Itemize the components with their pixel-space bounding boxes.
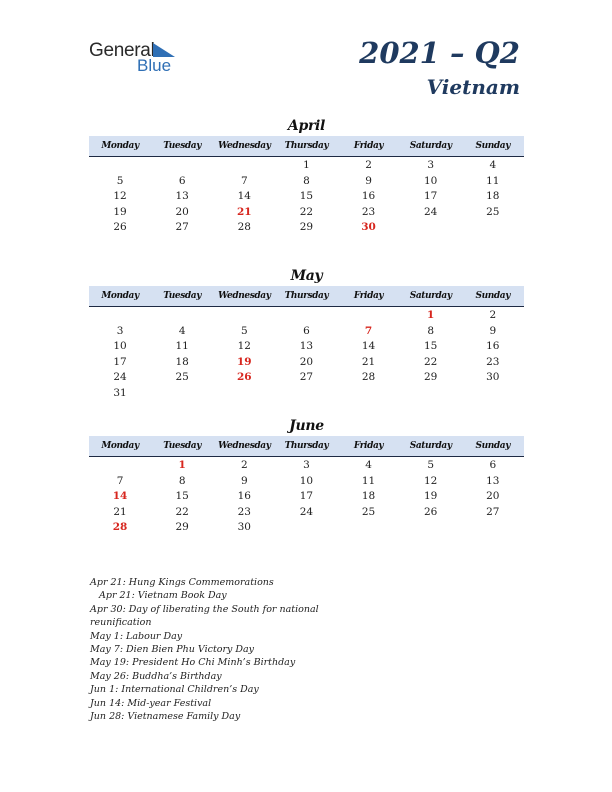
day-cell: 16	[361, 190, 376, 202]
day-cell: 7	[240, 174, 248, 187]
month-june	[89, 416, 524, 536]
day-cell	[400, 386, 462, 402]
day-cell: 6	[303, 324, 310, 337]
month-title: April	[287, 118, 326, 134]
day-cell: 31	[113, 386, 127, 399]
day-cell: 21	[361, 355, 376, 368]
day-cell	[213, 386, 275, 402]
day-cell: 3	[427, 159, 435, 171]
week-row	[89, 370, 524, 386]
week-row	[89, 158, 524, 174]
holiday-note: Jun 28: Vietnamese Family Day	[90, 711, 241, 723]
day-cell: 20	[299, 355, 314, 368]
day-cell: 16	[486, 340, 500, 352]
day-cell: 10	[113, 340, 127, 352]
holiday-note: Apr 21: Hung Kings Commemorations	[90, 577, 274, 588]
holiday-note: May 19: President Ho Chi Minh’s Birthday	[90, 657, 296, 669]
month-may	[89, 266, 524, 401]
day-cell: 9	[240, 474, 248, 487]
day-cell: 13	[175, 190, 189, 202]
day-cell: 22	[175, 505, 189, 518]
day-cell: 2	[489, 309, 497, 321]
weekday-label: Sunday	[475, 291, 511, 301]
day-cell: 23	[361, 205, 376, 218]
week-row	[89, 489, 524, 505]
holiday-day-cell: 30	[361, 221, 376, 233]
week-row	[89, 324, 524, 340]
weekday-label: Tuesday	[163, 441, 202, 451]
weekday-label: Friday	[353, 291, 384, 301]
day-cell: 9	[489, 324, 497, 337]
day-cell: 13	[486, 474, 500, 487]
weekday-label: Thursday	[284, 141, 329, 151]
country-name: Vietnam	[426, 75, 520, 99]
day-cell	[338, 520, 400, 536]
day-cell	[151, 308, 213, 324]
day-cell: 23	[486, 355, 500, 368]
day-cell: 12	[424, 474, 438, 487]
holiday-day-cell: 1	[178, 459, 186, 471]
day-cell: 17	[113, 355, 127, 368]
weekday-header	[89, 286, 524, 307]
day-cell: 17	[424, 190, 438, 202]
day-cell: 20	[175, 205, 189, 218]
weekday-label: Tuesday	[163, 141, 202, 151]
day-cell	[275, 520, 337, 536]
day-cell	[275, 386, 337, 402]
day-cell: 14	[237, 190, 251, 202]
day-cell: 27	[486, 505, 500, 518]
weekday-label: Thursday	[284, 441, 329, 451]
week-row	[89, 474, 524, 490]
day-cell: 19	[113, 205, 127, 218]
day-cell: 15	[175, 490, 189, 502]
day-cell: 8	[427, 324, 435, 337]
day-cell: 9	[365, 174, 372, 187]
day-cell: 5	[240, 324, 248, 337]
day-cell: 15	[299, 190, 314, 202]
day-cell: 8	[303, 174, 310, 187]
day-cell: 18	[361, 490, 376, 502]
holiday-day-cell: 1	[427, 309, 435, 321]
day-cell: 10	[299, 474, 314, 487]
day-cell	[338, 308, 400, 324]
weekday-label: Monday	[101, 291, 139, 301]
day-cell: 11	[486, 174, 500, 187]
day-cell: 7	[116, 474, 124, 487]
week-row	[89, 520, 524, 536]
day-cell	[400, 520, 462, 536]
day-cell: 11	[175, 340, 189, 352]
day-cell: 4	[489, 159, 497, 171]
day-cell: 24	[113, 371, 127, 383]
day-cell: 29	[175, 521, 189, 533]
holiday-note: May 26: Buddha’s Birthday	[90, 670, 222, 682]
day-cell: 3	[303, 459, 310, 471]
day-cell: 27	[175, 221, 189, 233]
day-cell: 2	[365, 159, 372, 171]
day-cell: 29	[299, 221, 314, 233]
day-cell: 25	[486, 205, 500, 218]
week-row	[89, 458, 524, 474]
day-cell: 4	[365, 459, 372, 471]
day-cell: 26	[113, 221, 127, 233]
week-row	[89, 308, 524, 324]
month-title: May	[290, 268, 323, 284]
weekday-label: Monday	[101, 441, 139, 451]
week-row	[89, 339, 524, 355]
weekday-label: Saturday	[409, 141, 452, 151]
logo-general-text: General	[89, 40, 155, 61]
day-cell: 5	[116, 174, 124, 187]
week-row	[89, 386, 524, 402]
day-cell: 30	[486, 371, 500, 383]
holiday-day-cell: 21	[237, 205, 252, 218]
day-cell: 10	[424, 174, 438, 187]
logo-blue-text: Blue	[137, 56, 172, 75]
day-cell	[89, 158, 151, 174]
logo	[89, 40, 189, 76]
day-cell: 8	[178, 474, 186, 487]
holiday-day-cell: 19	[237, 355, 252, 368]
holiday-note: Jun 14: Mid-year Festival	[90, 697, 212, 709]
day-cell	[275, 308, 337, 324]
weekday-header	[89, 136, 524, 157]
day-cell: 26	[424, 505, 438, 518]
holiday-note: May 1: Labour Day	[90, 630, 183, 642]
day-cell: 28	[237, 221, 251, 233]
day-cell: 25	[361, 505, 376, 518]
weekday-label: Saturday	[409, 291, 452, 301]
weekday-label: Wednesday	[218, 441, 271, 451]
day-cell: 29	[424, 371, 438, 383]
day-cell: 16	[237, 490, 251, 502]
day-cell: 15	[424, 340, 438, 352]
page-title: 2021 – Q2	[359, 36, 520, 70]
day-cell: 6	[178, 174, 186, 187]
week-row	[89, 189, 524, 205]
week-row	[89, 174, 524, 190]
day-cell: 22	[299, 205, 314, 218]
month-april	[89, 116, 524, 236]
day-cell: 22	[424, 355, 438, 368]
day-cell	[151, 386, 213, 402]
day-cell: 28	[361, 371, 376, 383]
day-cell: 4	[178, 324, 186, 337]
day-cell	[213, 158, 275, 174]
weekday-label: Saturday	[409, 441, 452, 451]
day-cell	[213, 308, 275, 324]
holiday-day-cell: 14	[112, 490, 128, 502]
day-cell: 30	[237, 521, 251, 533]
week-row	[89, 355, 524, 371]
day-cell: 21	[113, 505, 127, 518]
day-cell: 14	[361, 340, 376, 352]
holiday-note: May 7: Dien Bien Phu Victory Day	[90, 644, 255, 656]
day-cell	[400, 220, 462, 236]
holiday-note: reunification	[90, 617, 152, 629]
day-cell: 24	[424, 205, 438, 218]
logo-flag-icon	[153, 43, 175, 57]
day-cell: 24	[299, 505, 314, 518]
day-cell	[462, 220, 524, 236]
holiday-note: Jun 1: International Children’s Day	[90, 684, 259, 696]
day-cell: 5	[427, 459, 435, 471]
holiday-notes	[90, 576, 350, 723]
month-title: June	[289, 418, 324, 434]
weekday-label: Tuesday	[163, 291, 202, 301]
weekday-label: Friday	[353, 441, 384, 451]
week-row	[89, 505, 524, 521]
day-cell: 18	[486, 190, 500, 202]
day-cell: 12	[237, 340, 251, 352]
day-cell	[151, 158, 213, 174]
holiday-day-cell: 7	[364, 324, 373, 337]
day-cell: 11	[361, 474, 376, 487]
day-cell: 12	[113, 190, 127, 202]
day-cell: 3	[116, 324, 124, 337]
day-cell	[89, 308, 151, 324]
weekday-label: Sunday	[475, 141, 511, 151]
weekday-label: Monday	[101, 141, 139, 151]
weekday-label: Sunday	[475, 441, 511, 451]
day-cell: 1	[303, 159, 310, 171]
holiday-note: Apr 30: Day of liberating the South for national	[90, 603, 319, 615]
day-cell: 18	[175, 355, 189, 368]
day-cell	[89, 458, 151, 474]
day-cell: 6	[489, 459, 497, 471]
day-cell: 19	[424, 490, 438, 502]
holiday-day-cell: 26	[237, 371, 252, 383]
holiday-note: Apr 21: Vietnam Book Day	[99, 590, 227, 602]
day-cell: 25	[175, 371, 189, 383]
day-cell	[462, 520, 524, 536]
day-cell: 20	[486, 490, 500, 502]
weekday-label: Thursday	[284, 291, 329, 301]
day-cell: 17	[299, 490, 314, 502]
weekday-label: Friday	[353, 141, 384, 151]
day-cell: 27	[299, 371, 314, 383]
weekday-label: Wednesday	[218, 291, 271, 301]
weekday-label: Wednesday	[218, 141, 271, 151]
day-cell: 13	[299, 340, 314, 352]
day-cell	[338, 386, 400, 402]
day-cell: 2	[240, 459, 248, 471]
day-cell	[462, 386, 524, 402]
weekday-header	[89, 436, 524, 457]
day-cell: 23	[237, 505, 251, 518]
week-row	[89, 220, 524, 236]
week-row	[89, 205, 524, 221]
holiday-day-cell: 28	[112, 521, 128, 533]
